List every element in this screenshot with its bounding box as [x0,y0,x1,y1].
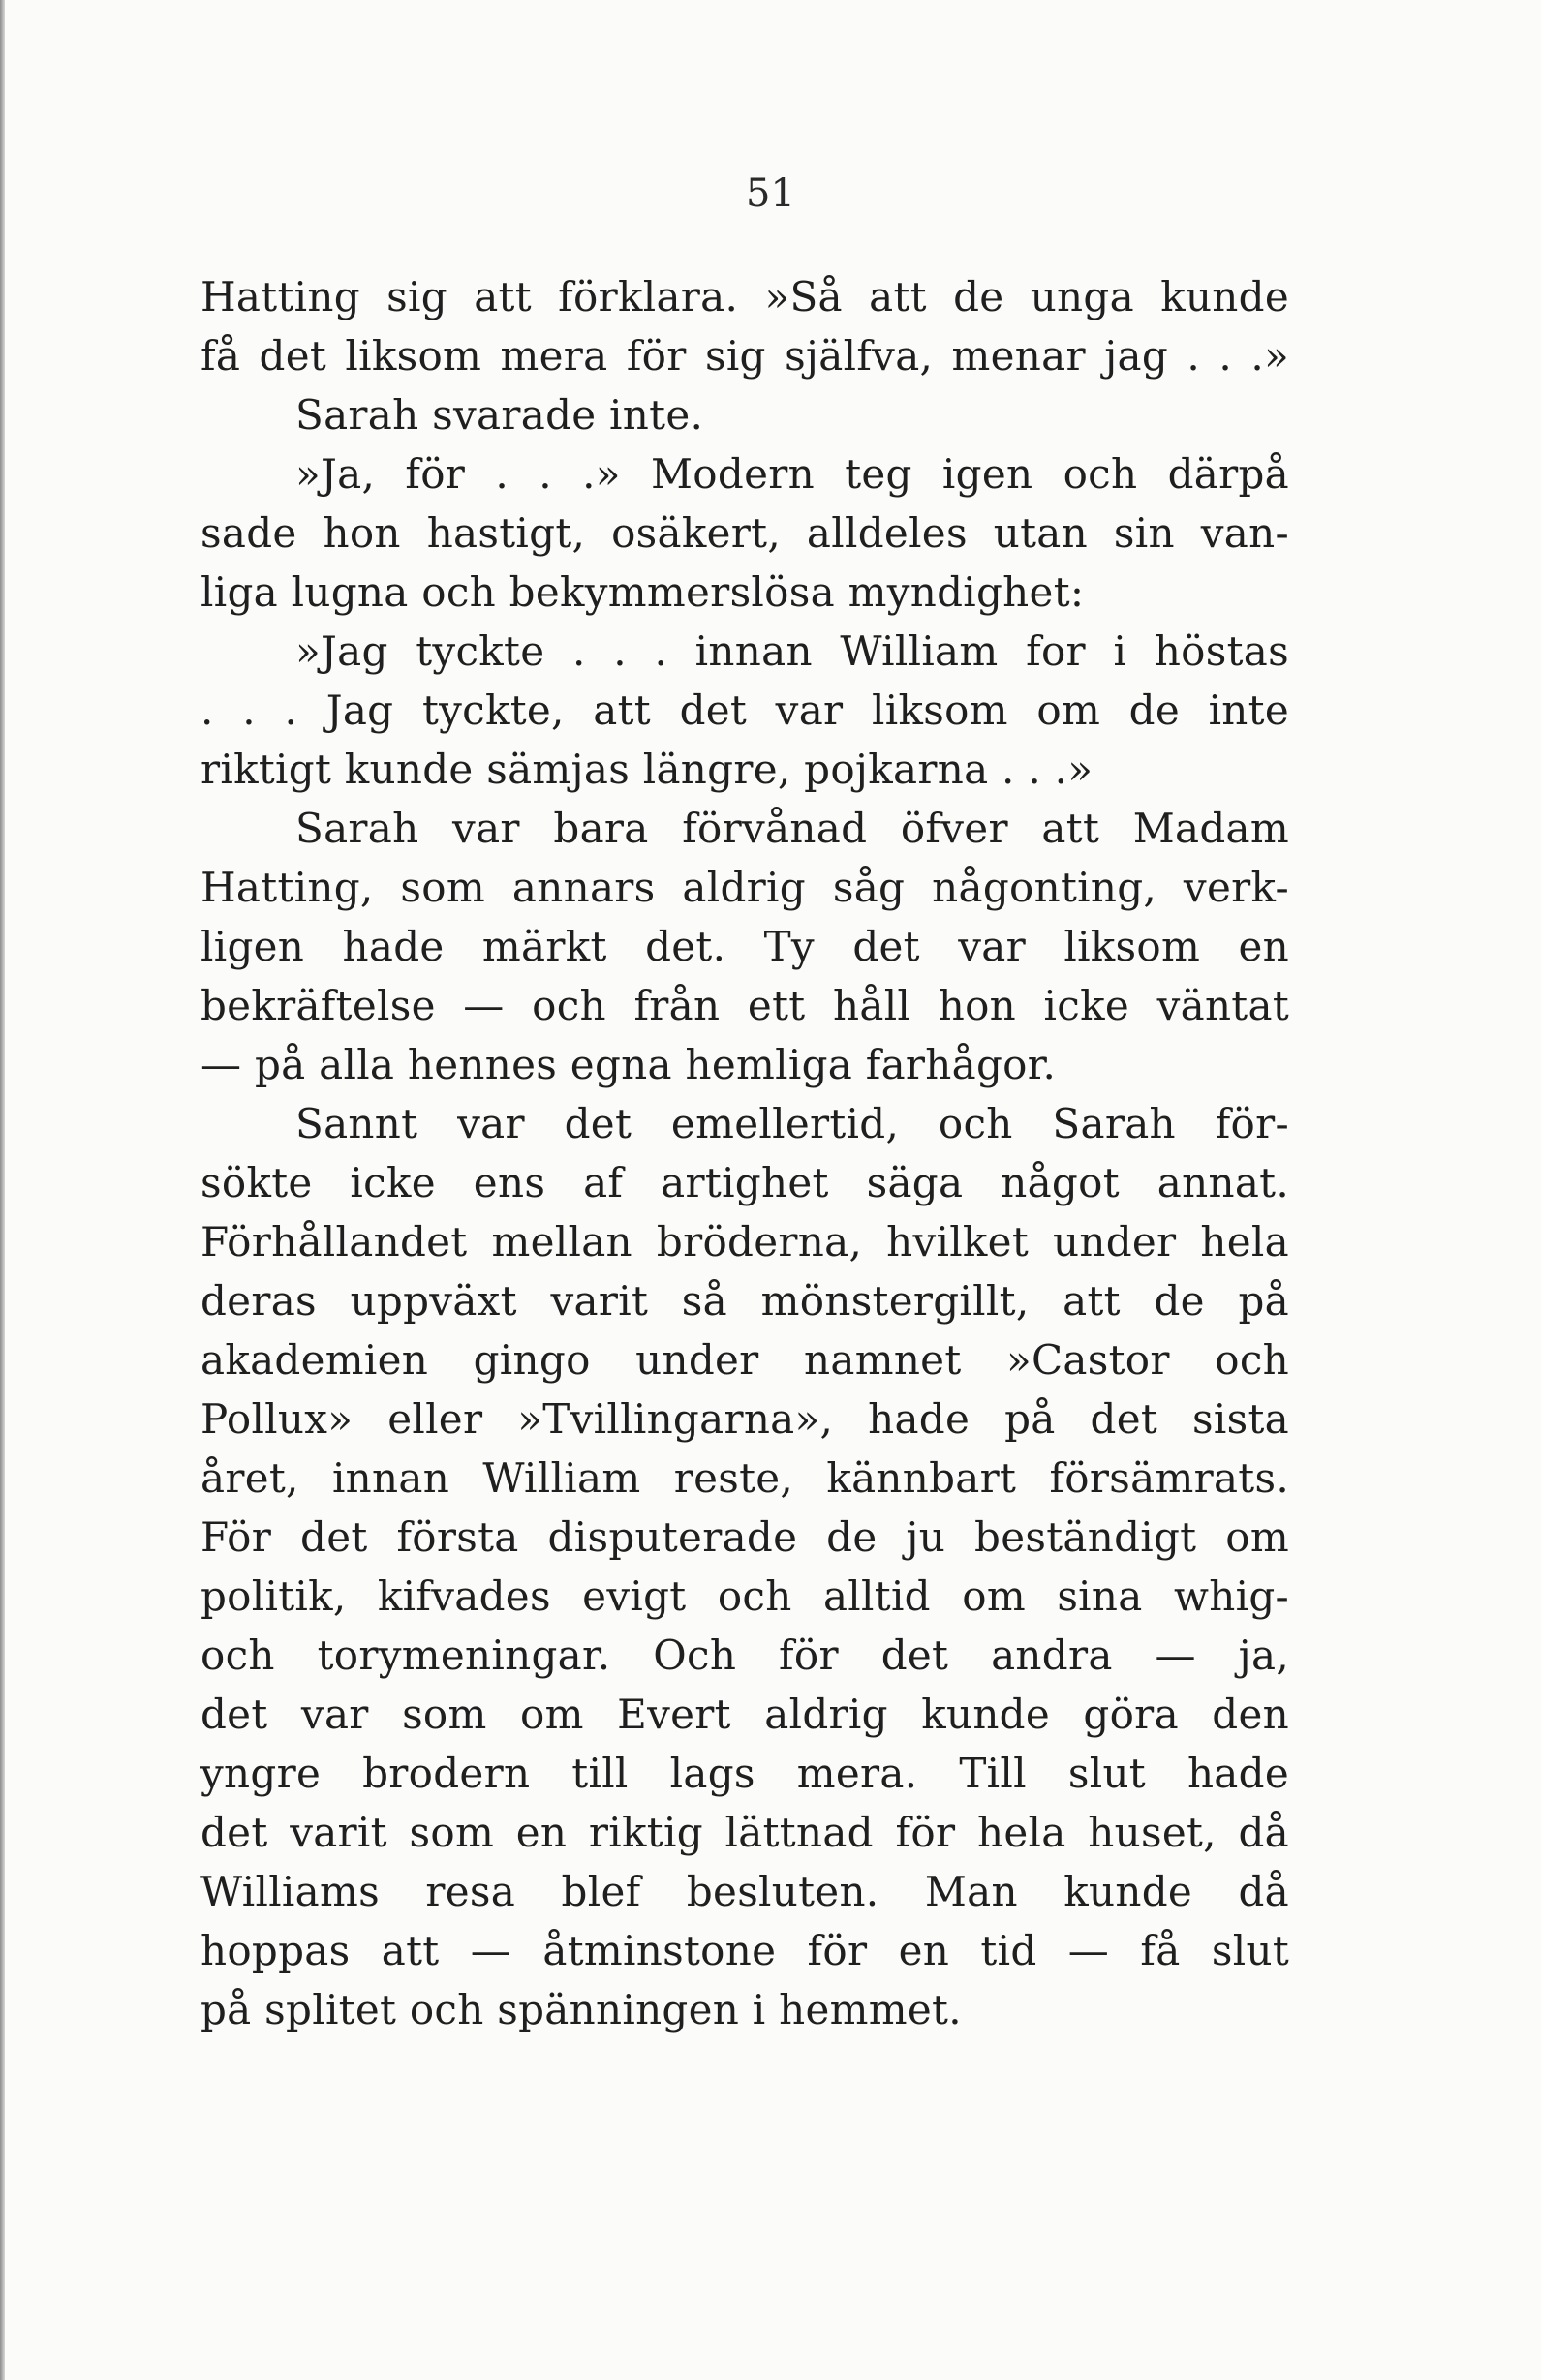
text-line: Sarah svarade inte. [295,391,704,439]
text-line: året, innan William reste, kännbart försämrats. [200,1454,1289,1502]
text-line: det var som om Evert aldrig kunde göra den [200,1691,1289,1738]
text-line: politik, kifvades evigt och alltid om sina whig- [200,1572,1289,1620]
text-line: »Ja, för . . .» Modern teg igen och därpå [295,450,1289,498]
text-line: få det liksom mera för sig själfva, menar jag . . .» [200,332,1289,380]
text-line: »Jag tyckte . . . innan William for i höstas [295,627,1289,675]
text-line: Sarah var bara förvånad öfver att Madam [295,805,1289,852]
text-line: Hatting, som annars aldrig såg någonting, verk- [200,864,1289,911]
text-line: Williams resa blef besluten. Man kunde då [200,1868,1289,1915]
text-line: Hatting sig att förklara. »Så att de unga kunde [200,273,1289,320]
page-left-edge [0,0,5,2380]
text-line: Förhållandet mellan bröderna, hvilket under hela [200,1218,1289,1266]
text-line: . . . Jag tyckte, att det var liksom om de inte [200,687,1289,734]
text-line: — på alla hennes egna hemliga farhågor. [200,1041,1057,1088]
text-line: Sannt var det emellertid, och Sarah för- [295,1100,1289,1147]
text-line: hoppas att — åtminstone för en tid — få slut [200,1927,1289,1974]
text-line: och torymeningar. Och för det andra — ja, [200,1632,1289,1679]
text-line: För det första disputerade de ju beständigt om [200,1513,1289,1561]
text-line: Pollux» eller »Tvillingarna», hade på det sista [200,1395,1289,1443]
text-line: akademien gingo under namnet »Castor och [200,1336,1289,1384]
text-line: ligen hade märkt det. Ty det var liksom en [200,923,1289,970]
text-line: på splitet och spänningen i hemmet. [200,1986,962,2033]
text-line: deras uppväxt varit så mönstergillt, att de på [200,1277,1289,1325]
body-text [200,267,1289,2039]
text-line: liga lugna och bekymmerslösa myndighet: [200,568,1085,616]
text-line: bekräftelse — och från ett håll hon icke väntat [200,982,1289,1029]
text-line: sökte icke ens af artighet säga något annat. [200,1159,1289,1206]
text-line: sade hon hastigt, osäkert, alldeles utan sin van- [200,509,1289,557]
text-line: riktigt kunde sämjas längre, pojkarna . . .» [200,746,1094,793]
text-line: det varit som en riktig lättnad för hela huset, då [200,1809,1289,1856]
text-line: yngre brodern till lags mera. Till slut hade [200,1750,1289,1797]
page-number: 51 [746,171,795,216]
